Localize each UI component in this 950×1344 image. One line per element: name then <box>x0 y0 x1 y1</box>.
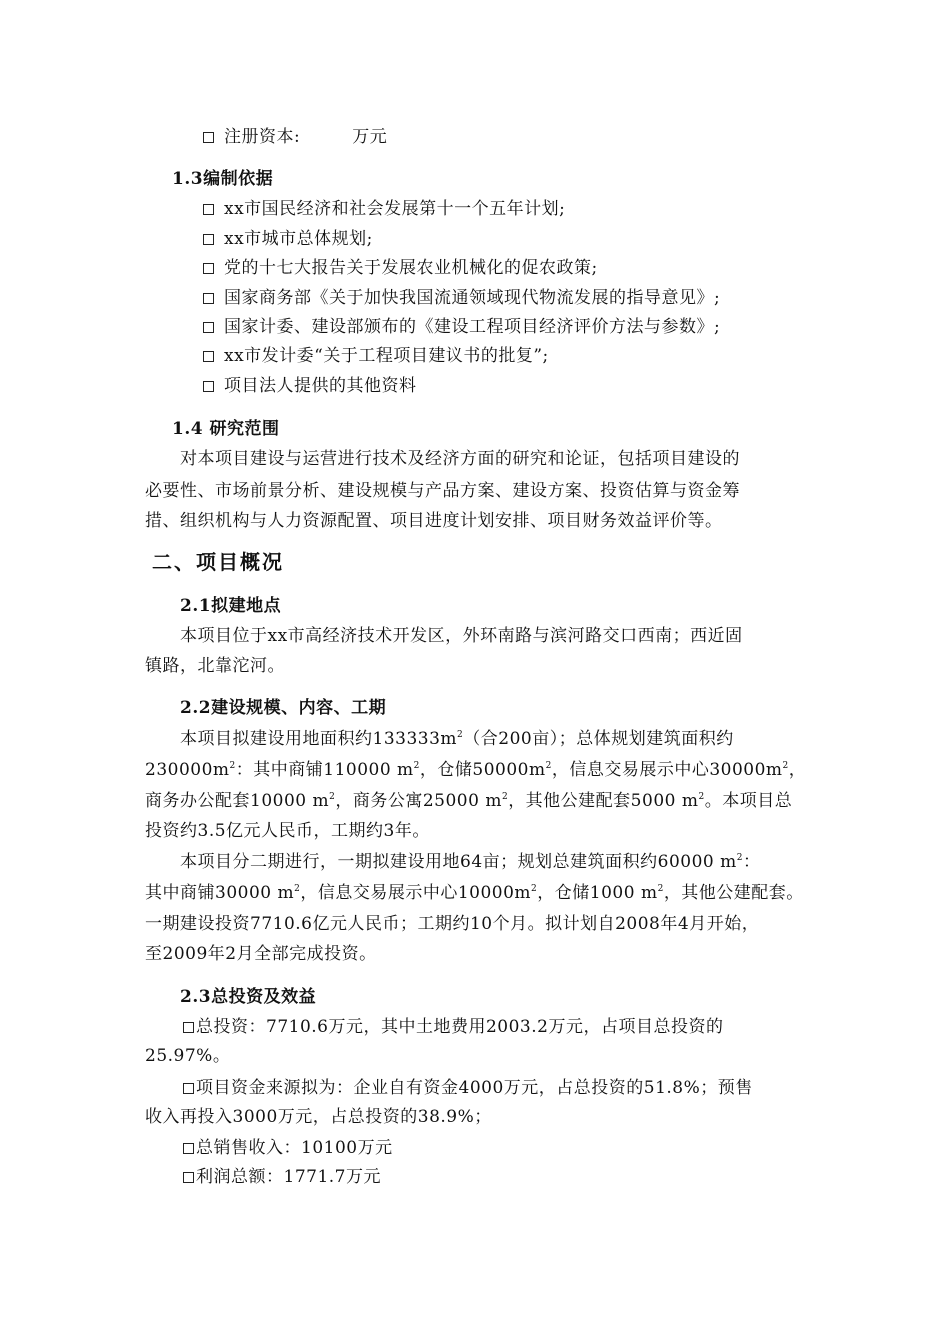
checkbox-icon <box>183 1083 194 1094</box>
paragraph-line: 其中商铺30000 $m^2$，信息交易展示中心$10000m^2$，仓储1000 $m^2$，其他公建配套。 <box>145 883 804 903</box>
benefit-item <box>183 1078 753 1098</box>
benefit-item <box>183 1167 381 1187</box>
section-1-3-heading: 1.3编制依据 <box>172 169 274 189</box>
basis-item <box>203 346 549 366</box>
basis-item-text: 项目法人提供的其他资料 <box>224 376 417 396</box>
paragraph-line: 对本项目建设与运营进行技术及经济方面的研究和论证，包括项目建设的 <box>180 449 740 469</box>
checkbox-icon <box>203 234 214 245</box>
paragraph-line: 镇路，北靠沱河。 <box>145 656 285 676</box>
basis-item-text: xx市国民经济和社会发展第十一个五年计划; <box>224 199 566 219</box>
checkbox-icon <box>203 132 214 143</box>
checkbox-icon <box>203 293 214 304</box>
checkbox-icon <box>203 351 214 362</box>
paragraph-line: 本项目位于xx市高经济技术开发区，外环南路与滨河路交口西南；西近固 <box>180 626 743 646</box>
paragraph-line: 25.97%。 <box>145 1046 231 1066</box>
benefit-item-text: 项目资金来源拟为：企业自有资金4000万元，占总投资的51.8%；预售 <box>196 1078 753 1098</box>
paragraph-line: 至2009年2月全部完成投资。 <box>145 944 377 964</box>
benefit-item-text: 总销售收入：10100万元 <box>196 1138 393 1158</box>
benefit-item-text: 总投资：7710.6万元，其中土地费用2003.2万元，占项目总投资的 <box>196 1017 724 1037</box>
basis-item <box>203 376 417 396</box>
section-1-4-heading: 1.4 研究范围 <box>172 419 280 439</box>
benefit-item <box>183 1017 723 1037</box>
registered-capital-line <box>203 127 387 147</box>
paragraph-line: 投资约3.5亿元人民币，工期约3年。 <box>145 821 430 841</box>
basis-item-text: xx市发计委“关于工程项目建议书的批复”; <box>224 346 549 366</box>
checkbox-icon <box>183 1172 194 1183</box>
section-2-3-heading: 2.3总投资及效益 <box>180 987 317 1007</box>
basis-item-text: 党的十七大报告关于发展农业机械化的促农政策; <box>224 258 598 278</box>
basis-item <box>203 229 373 249</box>
paragraph-line: 商务办公配套10000 $m^2$，商务公寓25000 $m^2$，其他公建配套5000 $m^2$。本项目总 <box>145 791 793 811</box>
paragraph-line: 收入再投入3000万元，占总投资的38.9%； <box>145 1107 492 1127</box>
paragraph-line: 本项目拟建设用地面积约$133333m^2$（合200亩）；总体规划建筑面积约 <box>180 729 734 749</box>
checkbox-icon <box>183 1022 194 1033</box>
basis-item <box>203 288 720 308</box>
checkbox-icon <box>203 322 214 333</box>
paragraph-line: 一期建设投资7710.6亿元人民币；工期约10个月。拟计划自2008年4月开始， <box>145 914 760 934</box>
basis-item <box>203 199 565 219</box>
checkbox-icon <box>203 263 214 274</box>
checkbox-icon <box>203 381 214 392</box>
basis-item-text: xx市城市总体规划; <box>224 229 373 249</box>
registered-capital-unit: 万元 <box>352 127 388 147</box>
benefit-item-text: 利润总额：1771.7万元 <box>196 1167 381 1187</box>
section-2-2-heading: 2.2建设规模、内容、工期 <box>180 698 387 718</box>
section-2-1-heading: 2.1拟建地点 <box>180 596 282 616</box>
paragraph-line: 必要性、市场前景分析、建设规模与产品方案、建设方案、投资估算与资金筹 <box>145 481 740 501</box>
chapter-2-heading: 二、项目概况 <box>152 550 284 574</box>
basis-item-text: 国家计委、建设部颁布的《建设工程项目经济评价方法与参数》; <box>224 317 721 337</box>
checkbox-icon <box>203 204 214 215</box>
benefit-item <box>183 1138 393 1158</box>
paragraph-line: $230000m^2$：其中商铺110000 $m^2$，仓储$50000m^2$，信息交易展示中心$30000m^2$， <box>145 760 807 780</box>
basis-item-text: 国家商务部《关于加快我国流通领域现代物流发展的指导意见》; <box>224 288 721 308</box>
registered-capital-label: 注册资本: <box>224 127 301 147</box>
basis-item <box>203 258 598 278</box>
paragraph-line: 本项目分二期进行，一期拟建设用地64亩；规划总建筑面积约60000 $m^2$： <box>180 852 761 872</box>
paragraph-line: 措、组织机构与人力资源配置、项目进度计划安排、项目财务效益评价等。 <box>145 511 723 531</box>
basis-item <box>203 317 720 337</box>
checkbox-icon <box>183 1143 194 1154</box>
